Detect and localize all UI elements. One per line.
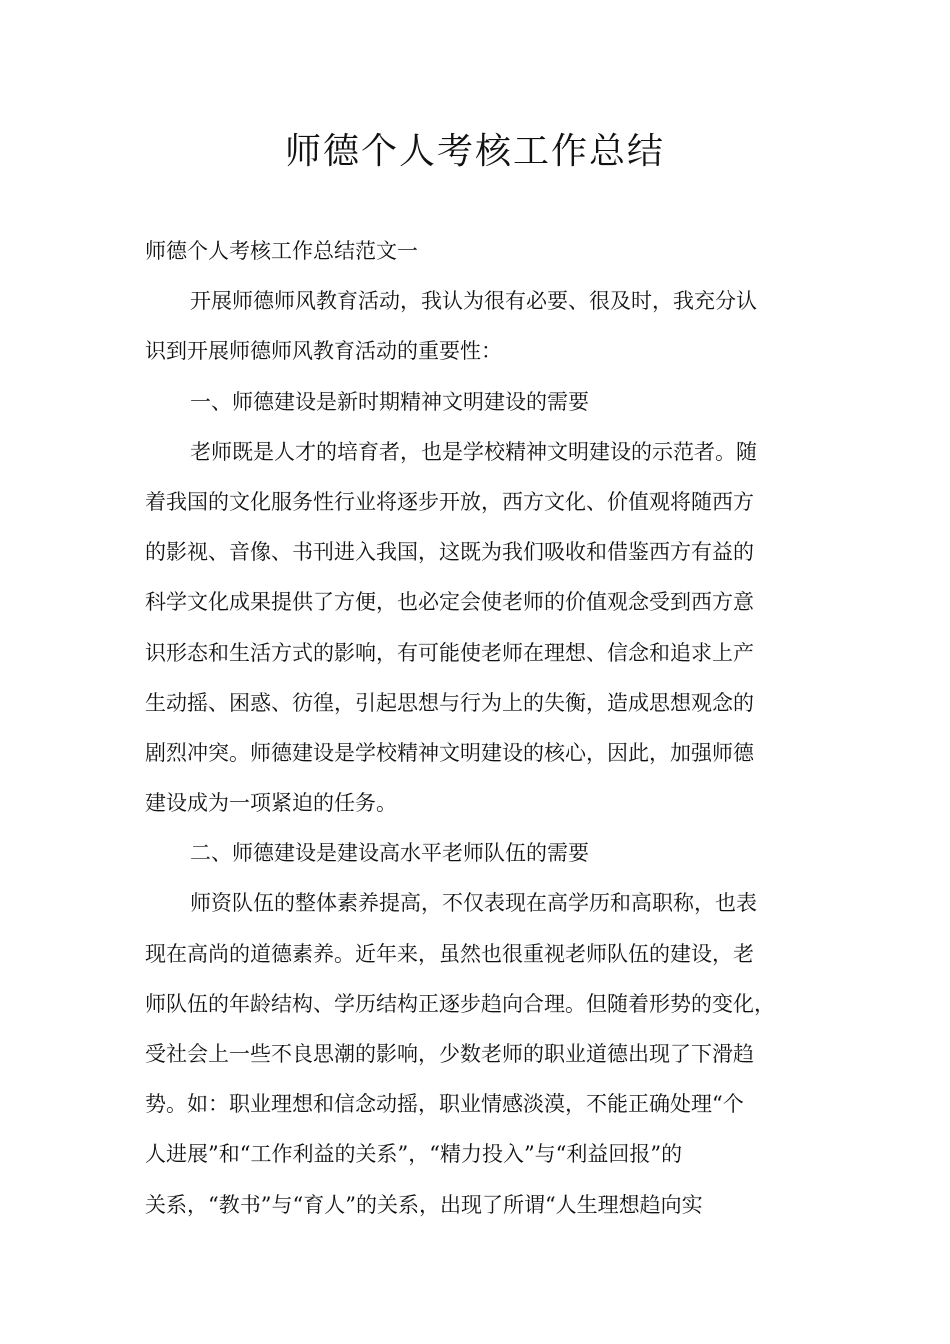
paragraph-line: 识到开展师德师风教育活动的重要性： [145,339,502,364]
paragraph-line: 现在高尚的道德素养。近年来，虽然也很重视老师队伍的建设，老 [145,941,754,966]
section-heading: 二、师德建设是建设高水平老师队伍的需要 [190,841,589,866]
paragraph-line: 着我国的文化服务性行业将逐步开放，西方文化、价值观将随西方 [145,489,754,514]
document-body [145,226,810,1230]
paragraph-line: 势。如：职业理想和信念动摇，职业情感淡漠，不能正确处理“个 [145,1092,744,1117]
paragraph-line: 生动摇、困惑、彷徨，引起思想与行为上的失衡，造成思想观念的 [145,690,754,715]
paragraph-line: 剧烈冲突。师德建设是学校精神文明建设的核心，因此，加强师德 [145,740,754,765]
paragraph-line: 人进展”和“工作利益的关系”，“精力投入”与“利益回报”的 [145,1142,683,1167]
subtitle-line: 师德个人考核工作总结范文一 [145,239,418,263]
paragraph-line: 老师既是人才的培育者，也是学校精神文明建设的示范者。随 [190,439,757,464]
paragraph-line: 受社会上一些不良思潮的影响，少数老师的职业道德出现了下滑趋 [145,1042,754,1066]
paragraph-line: 的影视、音像、书刊进入我国，这既为我们吸收和借鉴西方有益的 [145,540,754,565]
paragraph-line: 师资队伍的整体素养提高，不仅表现在高学历和高职称，也表 [190,891,757,916]
paragraph-line: 开展师德师风教育活动，我认为很有必要、很及时，我充分认 [190,289,757,314]
paragraph-line: 师队伍的年龄结构、学历结构正逐步趋向合理。但随着形势的变化， [145,991,775,1016]
paragraph-line: 建设成为一项紧迫的任务。 [145,791,397,816]
paragraph-line: 关系，“教书”与“育人”的关系，出现了所谓“人生理想趋向实 [145,1192,703,1217]
document-title: 师德个人考核工作总结 [284,131,665,172]
section-heading: 一、师德建设是新时期精神文明建设的需要 [190,389,589,414]
paragraph-line: 识形态和生活方式的影响，有可能使老师在理想、信念和追求上产 [145,640,754,665]
paragraph-line: 科学文化成果提供了方便，也必定会使老师的价值观念受到西方意 [145,590,754,615]
